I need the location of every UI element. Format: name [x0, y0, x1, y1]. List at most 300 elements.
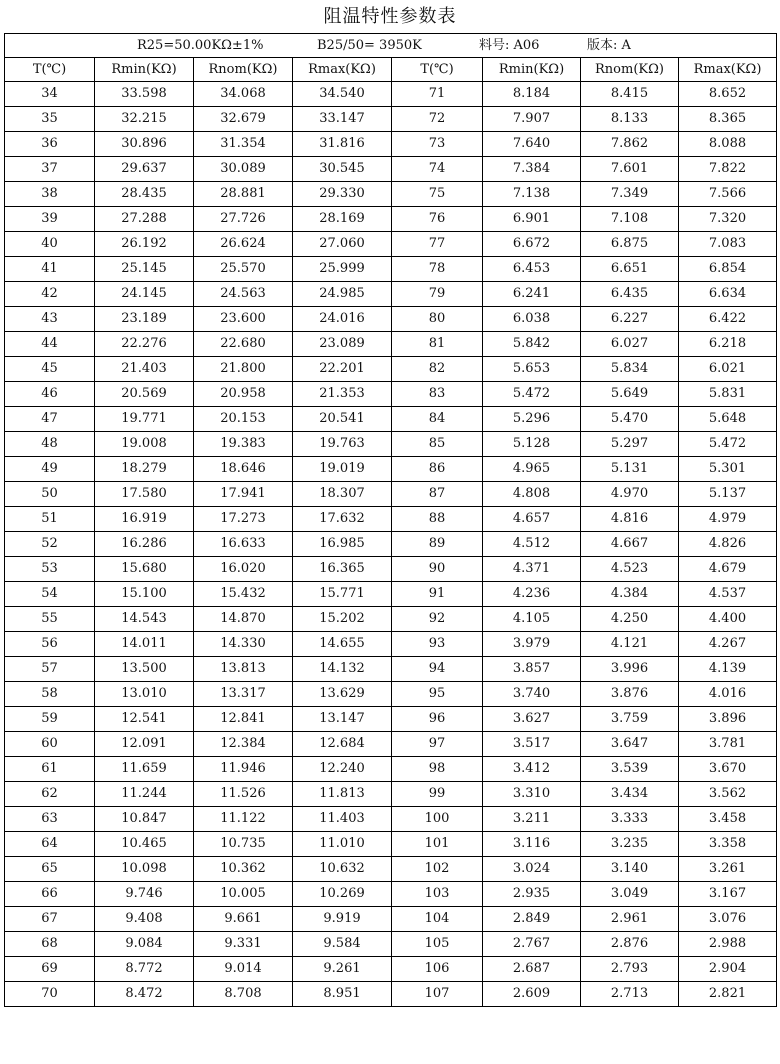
temp-cell: 86 — [392, 457, 483, 482]
rnom-cell: 4.384 — [581, 582, 679, 607]
rmin-cell: 3.116 — [483, 832, 581, 857]
rnom-cell: 2.961 — [581, 907, 679, 932]
rmin-cell: 3.517 — [483, 732, 581, 757]
rmin-cell: 10.098 — [95, 857, 194, 882]
table-row — [5, 532, 777, 557]
temp-cell: 41 — [5, 257, 95, 282]
rnom-cell: 30.089 — [194, 157, 293, 182]
table-row — [5, 757, 777, 782]
rmax-cell: 10.632 — [293, 857, 392, 882]
rmin-cell: 3.979 — [483, 632, 581, 657]
rmax-cell: 4.400 — [679, 607, 777, 632]
rmax-cell: 3.781 — [679, 732, 777, 757]
rmax-cell: 2.988 — [679, 932, 777, 957]
temp-cell: 69 — [5, 957, 95, 982]
rmin-cell: 4.965 — [483, 457, 581, 482]
rmin-cell: 4.371 — [483, 557, 581, 582]
temp-cell: 94 — [392, 657, 483, 682]
rmax-cell: 9.919 — [293, 907, 392, 932]
rnom-cell: 9.331 — [194, 932, 293, 957]
rmin-cell: 14.543 — [95, 607, 194, 632]
rnom-cell: 8.708 — [194, 982, 293, 1007]
rmax-cell: 3.167 — [679, 882, 777, 907]
rmin-cell: 12.541 — [95, 707, 194, 732]
table-row — [5, 782, 777, 807]
rnom-cell: 4.250 — [581, 607, 679, 632]
temp-cell: 51 — [5, 507, 95, 532]
table-row — [5, 882, 777, 907]
table-row — [5, 382, 777, 407]
rnom-cell: 15.432 — [194, 582, 293, 607]
rnom-cell: 4.816 — [581, 507, 679, 532]
rmax-cell: 31.816 — [293, 132, 392, 157]
rmin-cell: 7.640 — [483, 132, 581, 157]
table-row — [5, 357, 777, 382]
rmin-cell: 8.472 — [95, 982, 194, 1007]
rmin-cell: 17.580 — [95, 482, 194, 507]
rmax-cell: 29.330 — [293, 182, 392, 207]
temp-cell: 65 — [5, 857, 95, 882]
rmin-cell: 26.192 — [95, 232, 194, 257]
temp-cell: 38 — [5, 182, 95, 207]
rmin-cell: 32.215 — [95, 107, 194, 132]
rmin-cell: 13.500 — [95, 657, 194, 682]
rmax-cell: 13.147 — [293, 707, 392, 732]
table-row — [5, 707, 777, 732]
rmax-cell: 8.951 — [293, 982, 392, 1007]
temp-cell: 68 — [5, 932, 95, 957]
rnom-cell: 3.235 — [581, 832, 679, 857]
rmin-cell: 15.680 — [95, 557, 194, 582]
column-header: Rmin(KΩ) — [95, 58, 194, 82]
rmax-cell: 7.320 — [679, 207, 777, 232]
temp-cell: 34 — [5, 82, 95, 107]
rmin-cell: 5.128 — [483, 432, 581, 457]
temp-cell: 46 — [5, 382, 95, 407]
rnom-cell: 9.014 — [194, 957, 293, 982]
rmin-cell: 6.672 — [483, 232, 581, 257]
temp-cell: 90 — [392, 557, 483, 582]
rmax-cell: 20.541 — [293, 407, 392, 432]
temp-cell: 53 — [5, 557, 95, 582]
rnom-cell: 23.600 — [194, 307, 293, 332]
rmax-cell: 10.269 — [293, 882, 392, 907]
rmin-cell: 12.091 — [95, 732, 194, 757]
temp-cell: 63 — [5, 807, 95, 832]
rmax-cell: 33.147 — [293, 107, 392, 132]
rmax-cell: 14.132 — [293, 657, 392, 682]
rmax-cell: 7.566 — [679, 182, 777, 207]
table-row — [5, 582, 777, 607]
rmax-cell: 15.771 — [293, 582, 392, 607]
rmin-cell: 25.145 — [95, 257, 194, 282]
rnom-cell: 14.870 — [194, 607, 293, 632]
temp-cell: 37 — [5, 157, 95, 182]
rmax-cell: 16.365 — [293, 557, 392, 582]
temp-cell: 96 — [392, 707, 483, 732]
table-row — [5, 507, 777, 532]
temp-cell: 105 — [392, 932, 483, 957]
rnom-cell: 3.876 — [581, 682, 679, 707]
column-header: Rmin(KΩ) — [483, 58, 581, 82]
rmin-cell: 5.296 — [483, 407, 581, 432]
temp-cell: 85 — [392, 432, 483, 457]
rnom-cell: 8.415 — [581, 82, 679, 107]
rnom-cell: 5.834 — [581, 357, 679, 382]
temp-cell: 81 — [392, 332, 483, 357]
rnom-cell: 27.726 — [194, 207, 293, 232]
rmin-cell: 10.847 — [95, 807, 194, 832]
table-row — [5, 332, 777, 357]
temp-cell: 80 — [392, 307, 483, 332]
rmax-cell: 19.763 — [293, 432, 392, 457]
rmin-cell: 7.907 — [483, 107, 581, 132]
table-row — [5, 557, 777, 582]
rnom-cell: 10.735 — [194, 832, 293, 857]
temp-cell: 101 — [392, 832, 483, 857]
column-header: T(℃) — [5, 58, 95, 82]
rnom-cell: 2.876 — [581, 932, 679, 957]
rnom-cell: 16.633 — [194, 532, 293, 557]
rmax-cell: 3.896 — [679, 707, 777, 732]
rmin-cell: 3.310 — [483, 782, 581, 807]
column-header: T(℃) — [392, 58, 483, 82]
rmin-cell: 3.740 — [483, 682, 581, 707]
rmax-cell: 21.353 — [293, 382, 392, 407]
temp-cell: 57 — [5, 657, 95, 682]
rnom-cell: 7.349 — [581, 182, 679, 207]
rmax-cell: 6.218 — [679, 332, 777, 357]
rmax-cell: 18.307 — [293, 482, 392, 507]
rmin-cell: 4.236 — [483, 582, 581, 607]
table-row — [5, 107, 777, 132]
rmin-cell: 2.849 — [483, 907, 581, 932]
table-row — [5, 982, 777, 1007]
temp-cell: 49 — [5, 457, 95, 482]
rnom-cell: 4.667 — [581, 532, 679, 557]
rnom-cell: 31.354 — [194, 132, 293, 157]
temp-cell: 60 — [5, 732, 95, 757]
rmin-cell: 20.569 — [95, 382, 194, 407]
rmin-cell: 30.896 — [95, 132, 194, 157]
rmin-cell: 29.637 — [95, 157, 194, 182]
table-row — [5, 857, 777, 882]
rnom-cell: 4.523 — [581, 557, 679, 582]
rnom-cell: 5.297 — [581, 432, 679, 457]
temp-cell: 42 — [5, 282, 95, 307]
rmax-cell: 3.358 — [679, 832, 777, 857]
rmin-cell: 5.842 — [483, 332, 581, 357]
rmin-cell: 3.211 — [483, 807, 581, 832]
header-row — [5, 58, 777, 82]
rmin-cell: 3.412 — [483, 757, 581, 782]
rmin-cell: 24.145 — [95, 282, 194, 307]
info-row — [5, 34, 777, 58]
rnom-cell: 16.020 — [194, 557, 293, 582]
rmax-cell: 8.088 — [679, 132, 777, 157]
temp-cell: 64 — [5, 832, 95, 857]
rmax-cell: 23.089 — [293, 332, 392, 357]
table-row — [5, 157, 777, 182]
rmin-cell: 4.105 — [483, 607, 581, 632]
rnom-cell: 13.317 — [194, 682, 293, 707]
rmax-cell: 27.060 — [293, 232, 392, 257]
column-header: Rnom(KΩ) — [194, 58, 293, 82]
rmax-cell: 3.670 — [679, 757, 777, 782]
rmin-cell: 19.008 — [95, 432, 194, 457]
temp-cell: 91 — [392, 582, 483, 607]
rmin-cell: 13.010 — [95, 682, 194, 707]
rnom-cell: 7.862 — [581, 132, 679, 157]
rmax-cell: 4.979 — [679, 507, 777, 532]
version: 版本: A — [587, 38, 631, 53]
rnom-cell: 5.470 — [581, 407, 679, 432]
rnom-cell: 13.813 — [194, 657, 293, 682]
rmin-cell: 22.276 — [95, 332, 194, 357]
rmax-cell: 24.985 — [293, 282, 392, 307]
rmin-cell: 16.286 — [95, 532, 194, 557]
rnom-cell: 12.384 — [194, 732, 293, 757]
temp-cell: 36 — [5, 132, 95, 157]
rmax-cell: 6.021 — [679, 357, 777, 382]
temp-cell: 102 — [392, 857, 483, 882]
rmax-cell: 25.999 — [293, 257, 392, 282]
rmax-cell: 24.016 — [293, 307, 392, 332]
rmin-cell: 7.138 — [483, 182, 581, 207]
b-value-spec: B25/50= 3950K — [317, 38, 422, 53]
temp-cell: 39 — [5, 207, 95, 232]
rnom-cell: 3.539 — [581, 757, 679, 782]
temp-cell: 103 — [392, 882, 483, 907]
temp-cell: 98 — [392, 757, 483, 782]
rnom-cell: 10.005 — [194, 882, 293, 907]
temp-cell: 58 — [5, 682, 95, 707]
resistance-temperature-table — [4, 33, 777, 1007]
temp-cell: 88 — [392, 507, 483, 532]
rnom-cell: 11.946 — [194, 757, 293, 782]
table-row — [5, 457, 777, 482]
rmax-cell: 12.684 — [293, 732, 392, 757]
rmin-cell: 9.746 — [95, 882, 194, 907]
temp-cell: 59 — [5, 707, 95, 732]
temp-cell: 48 — [5, 432, 95, 457]
rmin-cell: 10.465 — [95, 832, 194, 857]
table-row — [5, 307, 777, 332]
rnom-cell: 14.330 — [194, 632, 293, 657]
rmin-cell: 2.687 — [483, 957, 581, 982]
rmin-cell: 2.935 — [483, 882, 581, 907]
rmin-cell: 33.598 — [95, 82, 194, 107]
rmin-cell: 8.184 — [483, 82, 581, 107]
rmax-cell: 4.537 — [679, 582, 777, 607]
rmax-cell: 4.679 — [679, 557, 777, 582]
rmax-cell: 6.422 — [679, 307, 777, 332]
temp-cell: 35 — [5, 107, 95, 132]
temp-cell: 45 — [5, 357, 95, 382]
part-number: 料号: A06 — [479, 38, 540, 53]
rmax-cell: 7.083 — [679, 232, 777, 257]
rmin-cell: 9.408 — [95, 907, 194, 932]
temp-cell: 40 — [5, 232, 95, 257]
temp-cell: 87 — [392, 482, 483, 507]
rmax-cell: 30.545 — [293, 157, 392, 182]
rmax-cell: 2.821 — [679, 982, 777, 1007]
temp-cell: 61 — [5, 757, 95, 782]
rmin-cell: 23.189 — [95, 307, 194, 332]
rmax-cell: 19.019 — [293, 457, 392, 482]
temp-cell: 72 — [392, 107, 483, 132]
rnom-cell: 6.435 — [581, 282, 679, 307]
rmax-cell: 5.648 — [679, 407, 777, 432]
rmin-cell: 4.808 — [483, 482, 581, 507]
rmax-cell: 8.652 — [679, 82, 777, 107]
rnom-cell: 6.227 — [581, 307, 679, 332]
rmin-cell: 4.512 — [483, 532, 581, 557]
rmin-cell: 9.084 — [95, 932, 194, 957]
rmax-cell: 28.169 — [293, 207, 392, 232]
rmax-cell: 9.261 — [293, 957, 392, 982]
temp-cell: 104 — [392, 907, 483, 932]
temp-cell: 76 — [392, 207, 483, 232]
rmax-cell: 4.826 — [679, 532, 777, 557]
rmin-cell: 3.857 — [483, 657, 581, 682]
table-row — [5, 682, 777, 707]
rmin-cell: 21.403 — [95, 357, 194, 382]
rmax-cell: 15.202 — [293, 607, 392, 632]
rnom-cell: 3.434 — [581, 782, 679, 807]
table-row — [5, 807, 777, 832]
rmax-cell: 7.822 — [679, 157, 777, 182]
rmin-cell: 6.453 — [483, 257, 581, 282]
rnom-cell: 24.563 — [194, 282, 293, 307]
rnom-cell: 8.133 — [581, 107, 679, 132]
rmax-cell: 16.985 — [293, 532, 392, 557]
rnom-cell: 6.875 — [581, 232, 679, 257]
rnom-cell: 32.679 — [194, 107, 293, 132]
temp-cell: 84 — [392, 407, 483, 432]
temp-cell: 106 — [392, 957, 483, 982]
table-row — [5, 257, 777, 282]
rmax-cell: 11.403 — [293, 807, 392, 832]
rmax-cell: 3.076 — [679, 907, 777, 932]
table-row — [5, 657, 777, 682]
rmin-cell: 7.384 — [483, 157, 581, 182]
temp-cell: 89 — [392, 532, 483, 557]
temp-cell: 54 — [5, 582, 95, 607]
temp-cell: 67 — [5, 907, 95, 932]
rmax-cell: 22.201 — [293, 357, 392, 382]
rmax-cell: 3.562 — [679, 782, 777, 807]
rmin-cell: 6.901 — [483, 207, 581, 232]
rmax-cell: 5.831 — [679, 382, 777, 407]
temp-cell: 50 — [5, 482, 95, 507]
page-title: 阻温特性参数表 — [323, 6, 457, 27]
table-row — [5, 432, 777, 457]
rnom-cell: 25.570 — [194, 257, 293, 282]
rnom-cell: 17.273 — [194, 507, 293, 532]
rnom-cell: 3.759 — [581, 707, 679, 732]
rnom-cell: 4.121 — [581, 632, 679, 657]
temp-cell: 95 — [392, 682, 483, 707]
rmax-cell: 5.137 — [679, 482, 777, 507]
rmax-cell: 6.854 — [679, 257, 777, 282]
rmin-cell: 15.100 — [95, 582, 194, 607]
rmax-cell: 5.472 — [679, 432, 777, 457]
rmax-cell: 2.904 — [679, 957, 777, 982]
temp-cell: 74 — [392, 157, 483, 182]
rmin-cell: 27.288 — [95, 207, 194, 232]
rmin-cell: 4.657 — [483, 507, 581, 532]
rnom-cell: 6.027 — [581, 332, 679, 357]
temp-cell: 82 — [392, 357, 483, 382]
temp-cell: 55 — [5, 607, 95, 632]
rmax-cell: 4.016 — [679, 682, 777, 707]
rmin-cell: 19.771 — [95, 407, 194, 432]
rmax-cell: 34.540 — [293, 82, 392, 107]
rnom-cell: 22.680 — [194, 332, 293, 357]
temp-cell: 73 — [392, 132, 483, 157]
rnom-cell: 3.647 — [581, 732, 679, 757]
temp-cell: 56 — [5, 632, 95, 657]
rmax-cell: 12.240 — [293, 757, 392, 782]
table-row — [5, 607, 777, 632]
rmin-cell: 6.241 — [483, 282, 581, 307]
rmax-cell: 11.010 — [293, 832, 392, 857]
r25-spec: R25=50.00KΩ±1% — [137, 38, 264, 53]
rmin-cell: 18.279 — [95, 457, 194, 482]
rnom-cell: 2.793 — [581, 957, 679, 982]
rmin-cell: 2.609 — [483, 982, 581, 1007]
rmin-cell: 3.627 — [483, 707, 581, 732]
rnom-cell: 5.649 — [581, 382, 679, 407]
rnom-cell: 19.383 — [194, 432, 293, 457]
rmin-cell: 11.659 — [95, 757, 194, 782]
rnom-cell: 3.996 — [581, 657, 679, 682]
temp-cell: 47 — [5, 407, 95, 432]
rnom-cell: 2.713 — [581, 982, 679, 1007]
rmax-cell: 9.584 — [293, 932, 392, 957]
rmin-cell: 8.772 — [95, 957, 194, 982]
table-row — [5, 632, 777, 657]
rnom-cell: 20.153 — [194, 407, 293, 432]
table-row — [5, 832, 777, 857]
temp-cell: 83 — [392, 382, 483, 407]
temp-cell: 100 — [392, 807, 483, 832]
table-row — [5, 232, 777, 257]
column-header: Rnom(KΩ) — [581, 58, 679, 82]
rmin-cell: 5.472 — [483, 382, 581, 407]
rmax-cell: 4.139 — [679, 657, 777, 682]
rmin-cell: 6.038 — [483, 307, 581, 332]
table-row — [5, 482, 777, 507]
rmin-cell: 28.435 — [95, 182, 194, 207]
rnom-cell: 11.526 — [194, 782, 293, 807]
table-row — [5, 82, 777, 107]
temp-cell: 43 — [5, 307, 95, 332]
rmax-cell: 5.301 — [679, 457, 777, 482]
temp-cell: 97 — [392, 732, 483, 757]
rmin-cell: 11.244 — [95, 782, 194, 807]
rnom-cell: 4.970 — [581, 482, 679, 507]
table-row — [5, 957, 777, 982]
rnom-cell: 21.800 — [194, 357, 293, 382]
temp-cell: 52 — [5, 532, 95, 557]
rmax-cell: 14.655 — [293, 632, 392, 657]
rnom-cell: 9.661 — [194, 907, 293, 932]
rnom-cell: 26.624 — [194, 232, 293, 257]
rnom-cell: 3.333 — [581, 807, 679, 832]
rmax-cell: 17.632 — [293, 507, 392, 532]
